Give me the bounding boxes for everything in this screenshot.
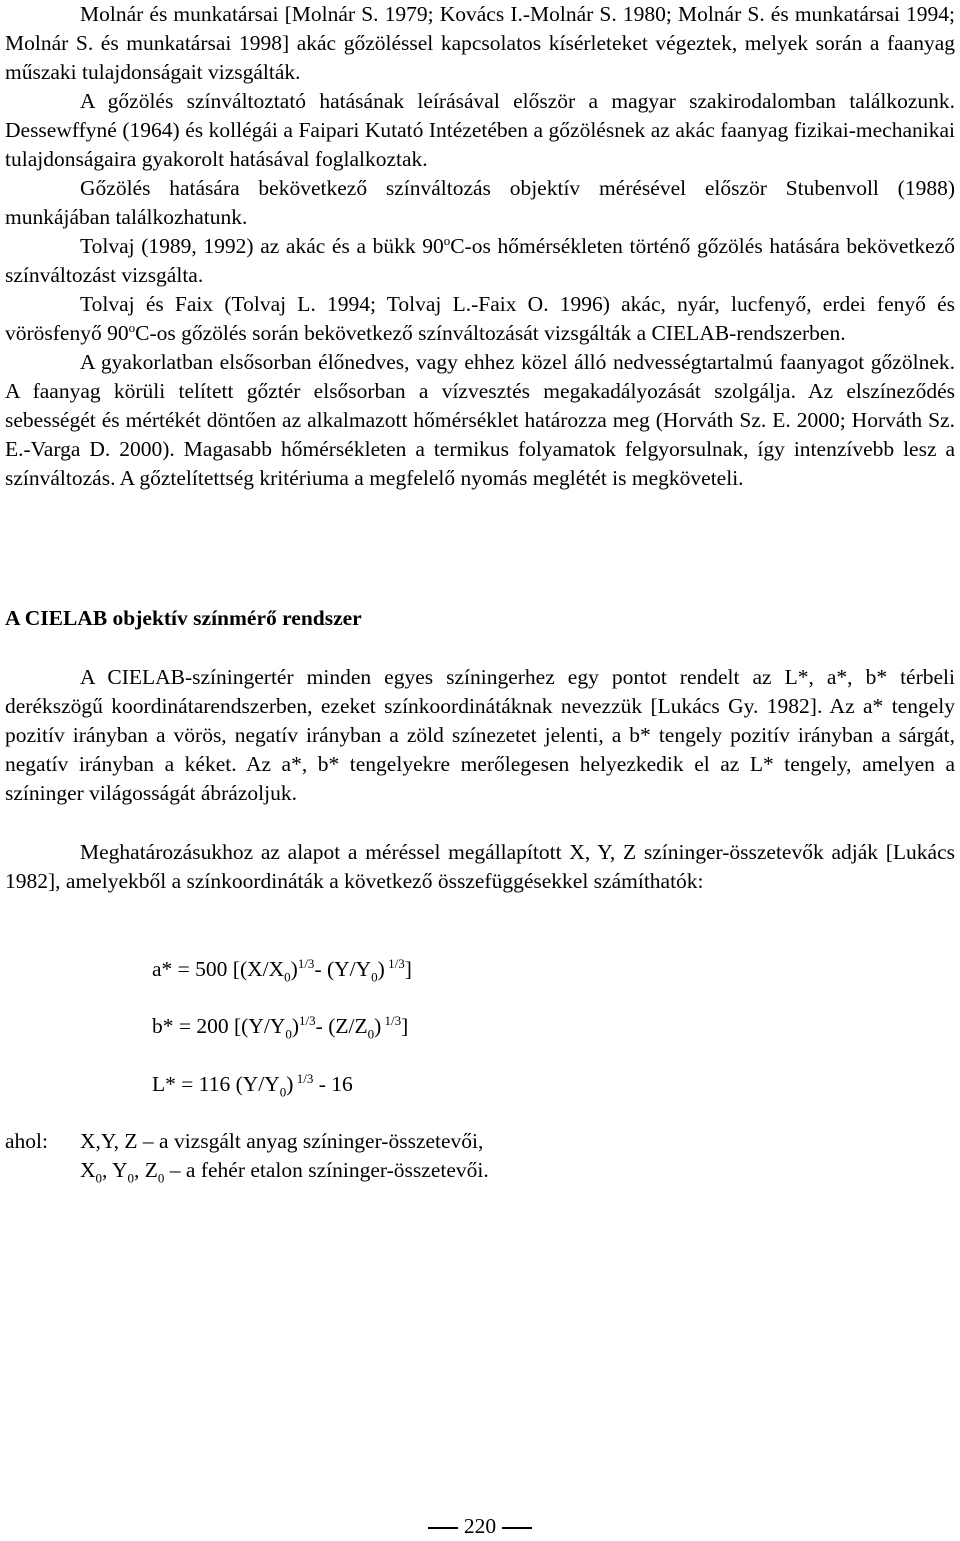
paragraph-tolvaj-2: Tolvaj és Faix (Tolvaj L. 1994; Tolvaj L.-Faix O. 1996) akác, nyár, lucfenyő, erdei fenyő és vörösfenyő 90$^o$C-os gőzölés során bekövetkező színváltozását vizsgálták a CIELAB-rendszerben. [5, 292, 955, 345]
intro-block [5, 0, 955, 493]
equation-a: a* = 500 [$(X/X_0)^{1/3}-$ $(Y/Y_0)$ $^{1/3}$] [152, 955, 412, 985]
ahol-label: ahol: [5, 1129, 48, 1153]
ahol-line-2: $X_0$, $Y_0$, $Z_0$ – a fehér etalon színinger-összetevői. [80, 1158, 489, 1186]
paragraph-gozoles-history: A gőzölés színváltoztató hatásának leírásával először a magyar szakirodalomban találkozunk. Dessewffyné (1964) és kollégái a Faipari Kutató Intézetében a gőzölésnek az akác faanyag fizikai-mechanikai tulajdonságaira gyakorolt hatásával foglalkoztak. [5, 89, 955, 171]
equation-b: b* = 200 [$(Y/Y_0)^{1/3}-$ $(Z/Z_0)$ $^{1/3}$] [152, 1012, 409, 1042]
paragraph-stubenvoll: Gőzölés hatására bekövetkező színváltozás objektív mérésével először Stubenvoll (1988) munkájában találkozhatunk. [5, 176, 955, 229]
paragraph-meghat: Meghatározásukhoz az alapot a méréssel megállapított X, Y, Z színinger-összetevők adják [Lukács 1982], amelyekből a színkoordináták a következő összefüggésekkel számíthatók: [5, 840, 955, 893]
section-heading: A CIELAB objektív színmérő rendszer [5, 606, 362, 630]
paragraph-cielab: A CIELAB-színingertér minden egyes színingerhez egy pontot rendelt az L*, a*, b* térbeli derékszögű koordinátarendszerben, ezeket színkoordinátáknak nevezzük [Lukács Gy. 1982]. Az a* tengely pozitív irányban a vörös, negatív irányban a zöld színezetet jelenti, a b* tengely pozitív irányban a sárgát, negatív irányban a kéket. Az a*, b* tengelyekre merőlegesen helyezkedik el az L* tengely, amelyen a színinger világosságát ábrázoljuk. [5, 665, 955, 805]
meghat-block [5, 838, 955, 896]
paragraph-molnar: Molnár és munkatársai [Molnár S. 1979; Kovács I.-Molnár S. 1980; Molnár S. és munkatársai 1994; Molnár S. és munkatársai 1998] akác gőzöléssel kapcsolatos kísérleteket végeztek, melyek során a faanyag műszaki tulajdonságait vizsgálták. [5, 2, 955, 84]
page-number: 220 [415, 1512, 545, 1541]
dash-left [428, 1527, 458, 1529]
ahol-line-1: X,Y, Z – a vizsgált anyag színinger-összetevői, [80, 1129, 484, 1153]
equation-l: L* = 116 $(Y/Y_0)$ $^{1/3}$ - 16 [152, 1070, 353, 1100]
paragraph-practice: A gyakorlatban elsősorban élőnedves, vagy ehhez közel álló nedvességtartalmú faanyagot gőzölnek. A faanyag körüli telített gőztér elsősorban a vízvesztés megakadályozását szolgálja. Az elszíneződés sebességét és mértékét döntően az alkalmazott hőmérséklet határozza meg (Horváth Sz. E. 2000; Horváth Sz. E.-Varga D. 2000). Magasabb hőmérsékleten a termikus folyamatok felgyorsulnak, így intenzívebb lesz a színváltozás. A gőztelítettség kritériuma a megfelelő nyomás meglétét is megköveteli. [5, 350, 955, 490]
cielab-block [5, 663, 955, 808]
dash-right [502, 1527, 532, 1529]
paragraph-tolvaj-1: Tolvaj (1989, 1992) az akác és a bükk 90$^o$C-os hőmérsékleten történő gőzölés hatására bekövetkező színváltozást vizsgálta. [5, 232, 956, 287]
